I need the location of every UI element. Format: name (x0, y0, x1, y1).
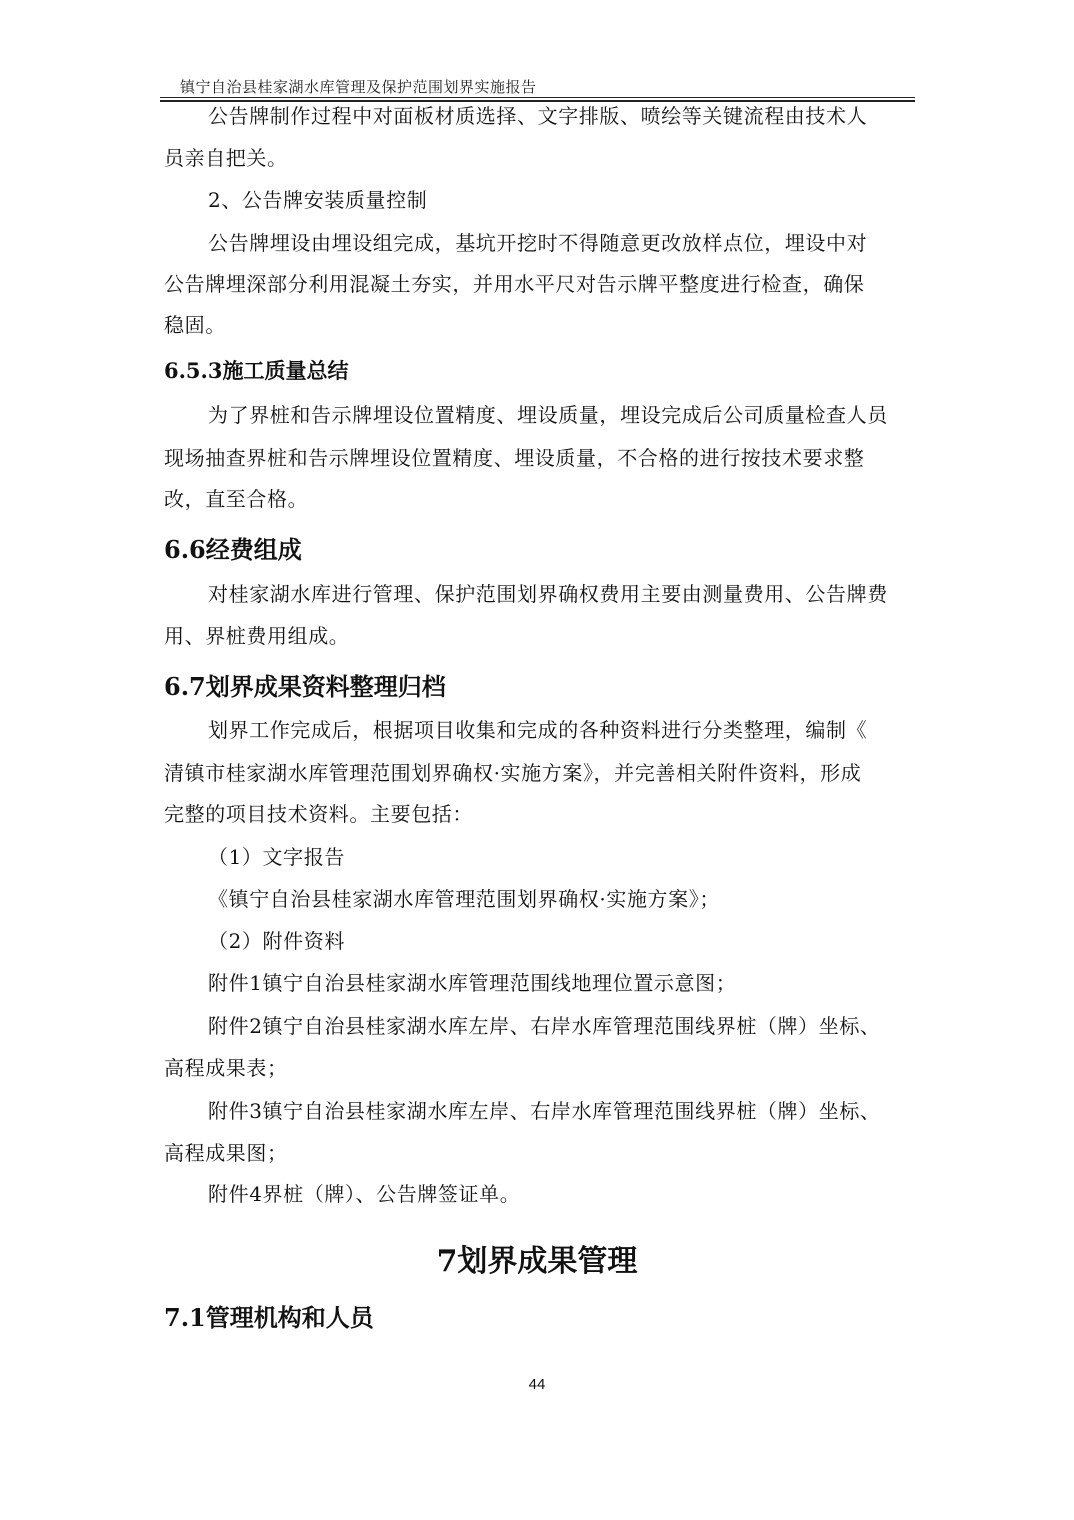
list-item: 附件3镇宁自治县桂家湖水库左岸、右岸水库管理范围线界桩（牌）坐标、 (208, 1099, 881, 1123)
paragraph-line: 公告牌埋深部分利用混凝土夯实，并用水平尺对告示牌平整度进行检查，确保 (164, 272, 865, 296)
list-item: 附件1镇宁自治县桂家湖水库管理范围线地理位置示意图； (208, 971, 737, 995)
list-item: 高程成果表； (164, 1056, 288, 1080)
list-item: 高程成果图； (164, 1141, 288, 1165)
paragraph-line: 员亲自把关。 (164, 146, 288, 170)
header-rule (160, 97, 915, 98)
paragraph-line: 改，直至合格。 (164, 487, 309, 511)
paragraph-line: 对桂家湖水库进行管理、保护范围划界确权费用主要由测量费用、公告牌费 (208, 582, 888, 606)
list-item-heading: 2、公告牌安装质量控制 (208, 188, 428, 212)
header-rule-thick (160, 100, 915, 102)
paragraph-line: 划界工作完成后，根据项目收集和完成的各种资料进行分类整理，编制《 (208, 718, 868, 742)
page-number: 44 (528, 1376, 546, 1393)
list-item: 《镇宁自治县桂家湖水库管理范围划界确权·实施方案》； (208, 887, 720, 911)
section-heading-6-5-3: 6.5.3施工质量总结 (164, 358, 349, 383)
paragraph-line: 公告牌制作过程中对面板材质选择、文字排版、喷绘等关键流程由技术人 (208, 104, 868, 128)
chapter-heading-7: 7划界成果管理 (436, 1244, 638, 1279)
paragraph-line: 公告牌埋设由埋设组完成，基坑开挖时不得随意更改放样点位，埋设中对 (208, 231, 868, 255)
section-heading-7-1: 7.1管理机构和人员 (164, 1303, 374, 1332)
paragraph-line: 用、界桩费用组成。 (164, 624, 350, 648)
list-item: （2）附件资料 (208, 929, 345, 953)
paragraph-line: 现场抽查界桩和告示牌埋设位置精度、埋设质量，不合格的进行按技术要求整 (164, 446, 865, 470)
paragraph-line: 清镇市桂家湖水库管理范围划界确权·实施方案》，并完善相关附件资料，形成 (164, 761, 862, 785)
list-item: （1）文字报告 (208, 845, 345, 869)
paragraph-line: 稳固。 (164, 313, 226, 337)
list-item: 附件2镇宁自治县桂家湖水库左岸、右岸水库管理范围线界桩（牌）坐标、 (208, 1014, 881, 1038)
section-heading-6-7: 6.7划界成果资料整理归档 (164, 672, 446, 701)
paragraph-line: 完整的项目技术资料。主要包括： (164, 802, 473, 826)
paragraph-line: 为了界桩和告示牌埋设位置精度、埋设质量，埋设完成后公司质量检查人员 (208, 403, 888, 427)
running-header: 镇宁自治县桂家湖水库管理及保护范围划界实施报告 (180, 78, 537, 96)
section-heading-6-6: 6.6经费组成 (164, 535, 302, 564)
list-item: 附件4界桩（牌）、公告牌签证单。 (208, 1182, 521, 1206)
